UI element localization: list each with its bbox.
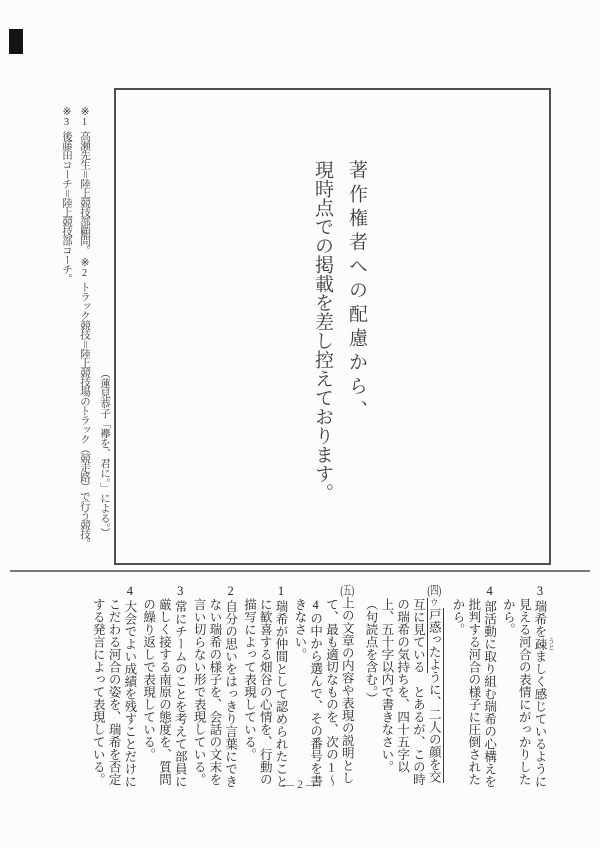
copyright-notice-text bbox=[305, 160, 373, 502]
option-number: 4 bbox=[482, 584, 497, 598]
footnote-mark: ※ bbox=[61, 106, 72, 117]
answer-option-3 bbox=[500, 584, 554, 789]
quoted-passage: 戸惑ったように、二人の顔を交互に見ている bbox=[411, 598, 443, 783]
answer-option-3b bbox=[140, 584, 187, 789]
option-number: 3 bbox=[533, 584, 547, 598]
question-four bbox=[362, 584, 441, 789]
section-divider bbox=[10, 570, 590, 572]
footnote-1 bbox=[78, 106, 91, 255]
question-text: 上の文章の内容や表現の説明として、最も適切なものを、次の bbox=[324, 596, 355, 784]
option-text: 大会でよい成績を残すことだけにこだわる河合の姿を、瑞希を否定する発言によって表現している。 bbox=[91, 598, 137, 788]
question-text: の中から選んで、その番号を書きなさい。 bbox=[292, 598, 323, 787]
answer-option-2 bbox=[190, 584, 237, 789]
option-text: 瑞希が仲間として認められたことに歓喜する畑谷の心情を、行動の描写によって表現している。 bbox=[242, 598, 289, 788]
option-number: 1 bbox=[274, 584, 289, 598]
question-text: とあるが、この時の瑞希の気持ちを、四十五字以上、五十字以内で書きなさい。（句読点を含む。） bbox=[364, 598, 426, 786]
option-number: 3 bbox=[173, 584, 188, 598]
question-label: (五) bbox=[340, 584, 355, 597]
copyright-notice-box bbox=[114, 88, 551, 565]
notice-line-1: 著作権者への配慮から、 bbox=[346, 160, 367, 424]
option-text: 部活動に取り組む瑞希の心構えを批判する河合の様子に圧倒されたから。 bbox=[451, 598, 497, 788]
option-text: 常にチームのことを考えて部員に厳しく接する南原の態度を、質問の繰り返しで表現している。 bbox=[141, 598, 188, 788]
answer-option-4b bbox=[89, 584, 136, 789]
corner-registration-mark bbox=[9, 29, 23, 54]
option-text: 自分の思いをはっきり言葉にできない瑞希の様子を、会話の文末を言い切らない形で表現している。 bbox=[192, 598, 238, 788]
footnote-text: トラック競技＝陸上競技場のトラック（競走路）で行う競技。 bbox=[79, 282, 90, 548]
footnote-mark: ※ bbox=[79, 106, 90, 117]
question-label: (四) bbox=[427, 584, 442, 597]
option-number: 4 bbox=[122, 584, 137, 598]
notice-line-2: 現時点での掲載を差し控えております。 bbox=[312, 160, 333, 502]
option-number: 2 bbox=[223, 584, 238, 598]
question-five bbox=[291, 584, 354, 789]
ruby-base: 疎 bbox=[533, 637, 547, 651]
answer-option-4 bbox=[449, 584, 496, 789]
page-number: — 2 — bbox=[282, 777, 318, 791]
footnote-2 bbox=[78, 257, 91, 548]
option-text: 瑞希を bbox=[533, 600, 547, 638]
ruby-furigana bbox=[533, 637, 554, 651]
option-range: 1～4 bbox=[308, 598, 339, 787]
footnote-number: 2 bbox=[79, 268, 90, 278]
passage-marker: ウ bbox=[429, 597, 440, 606]
ruby-text: うと bbox=[547, 637, 554, 651]
option-text: ましく感じているように見える河合の表情にがっかりしたから。 bbox=[501, 598, 547, 788]
footnote-number: 3 bbox=[61, 117, 72, 127]
footnote-number: 1 bbox=[79, 117, 90, 127]
source-citation: （蓮見恭子「襷を、君に。」による。） bbox=[99, 368, 110, 538]
footnote-3 bbox=[60, 106, 73, 283]
footnote-mark: ※ bbox=[79, 257, 90, 268]
footnote-text: 後藤田コーチ＝陸上競技部コーチ。 bbox=[61, 131, 72, 283]
questions-section bbox=[86, 584, 554, 789]
answer-option-1 bbox=[241, 584, 288, 789]
footnote-text: 高瀬先生＝陸上競技部顧問。 bbox=[79, 131, 90, 255]
